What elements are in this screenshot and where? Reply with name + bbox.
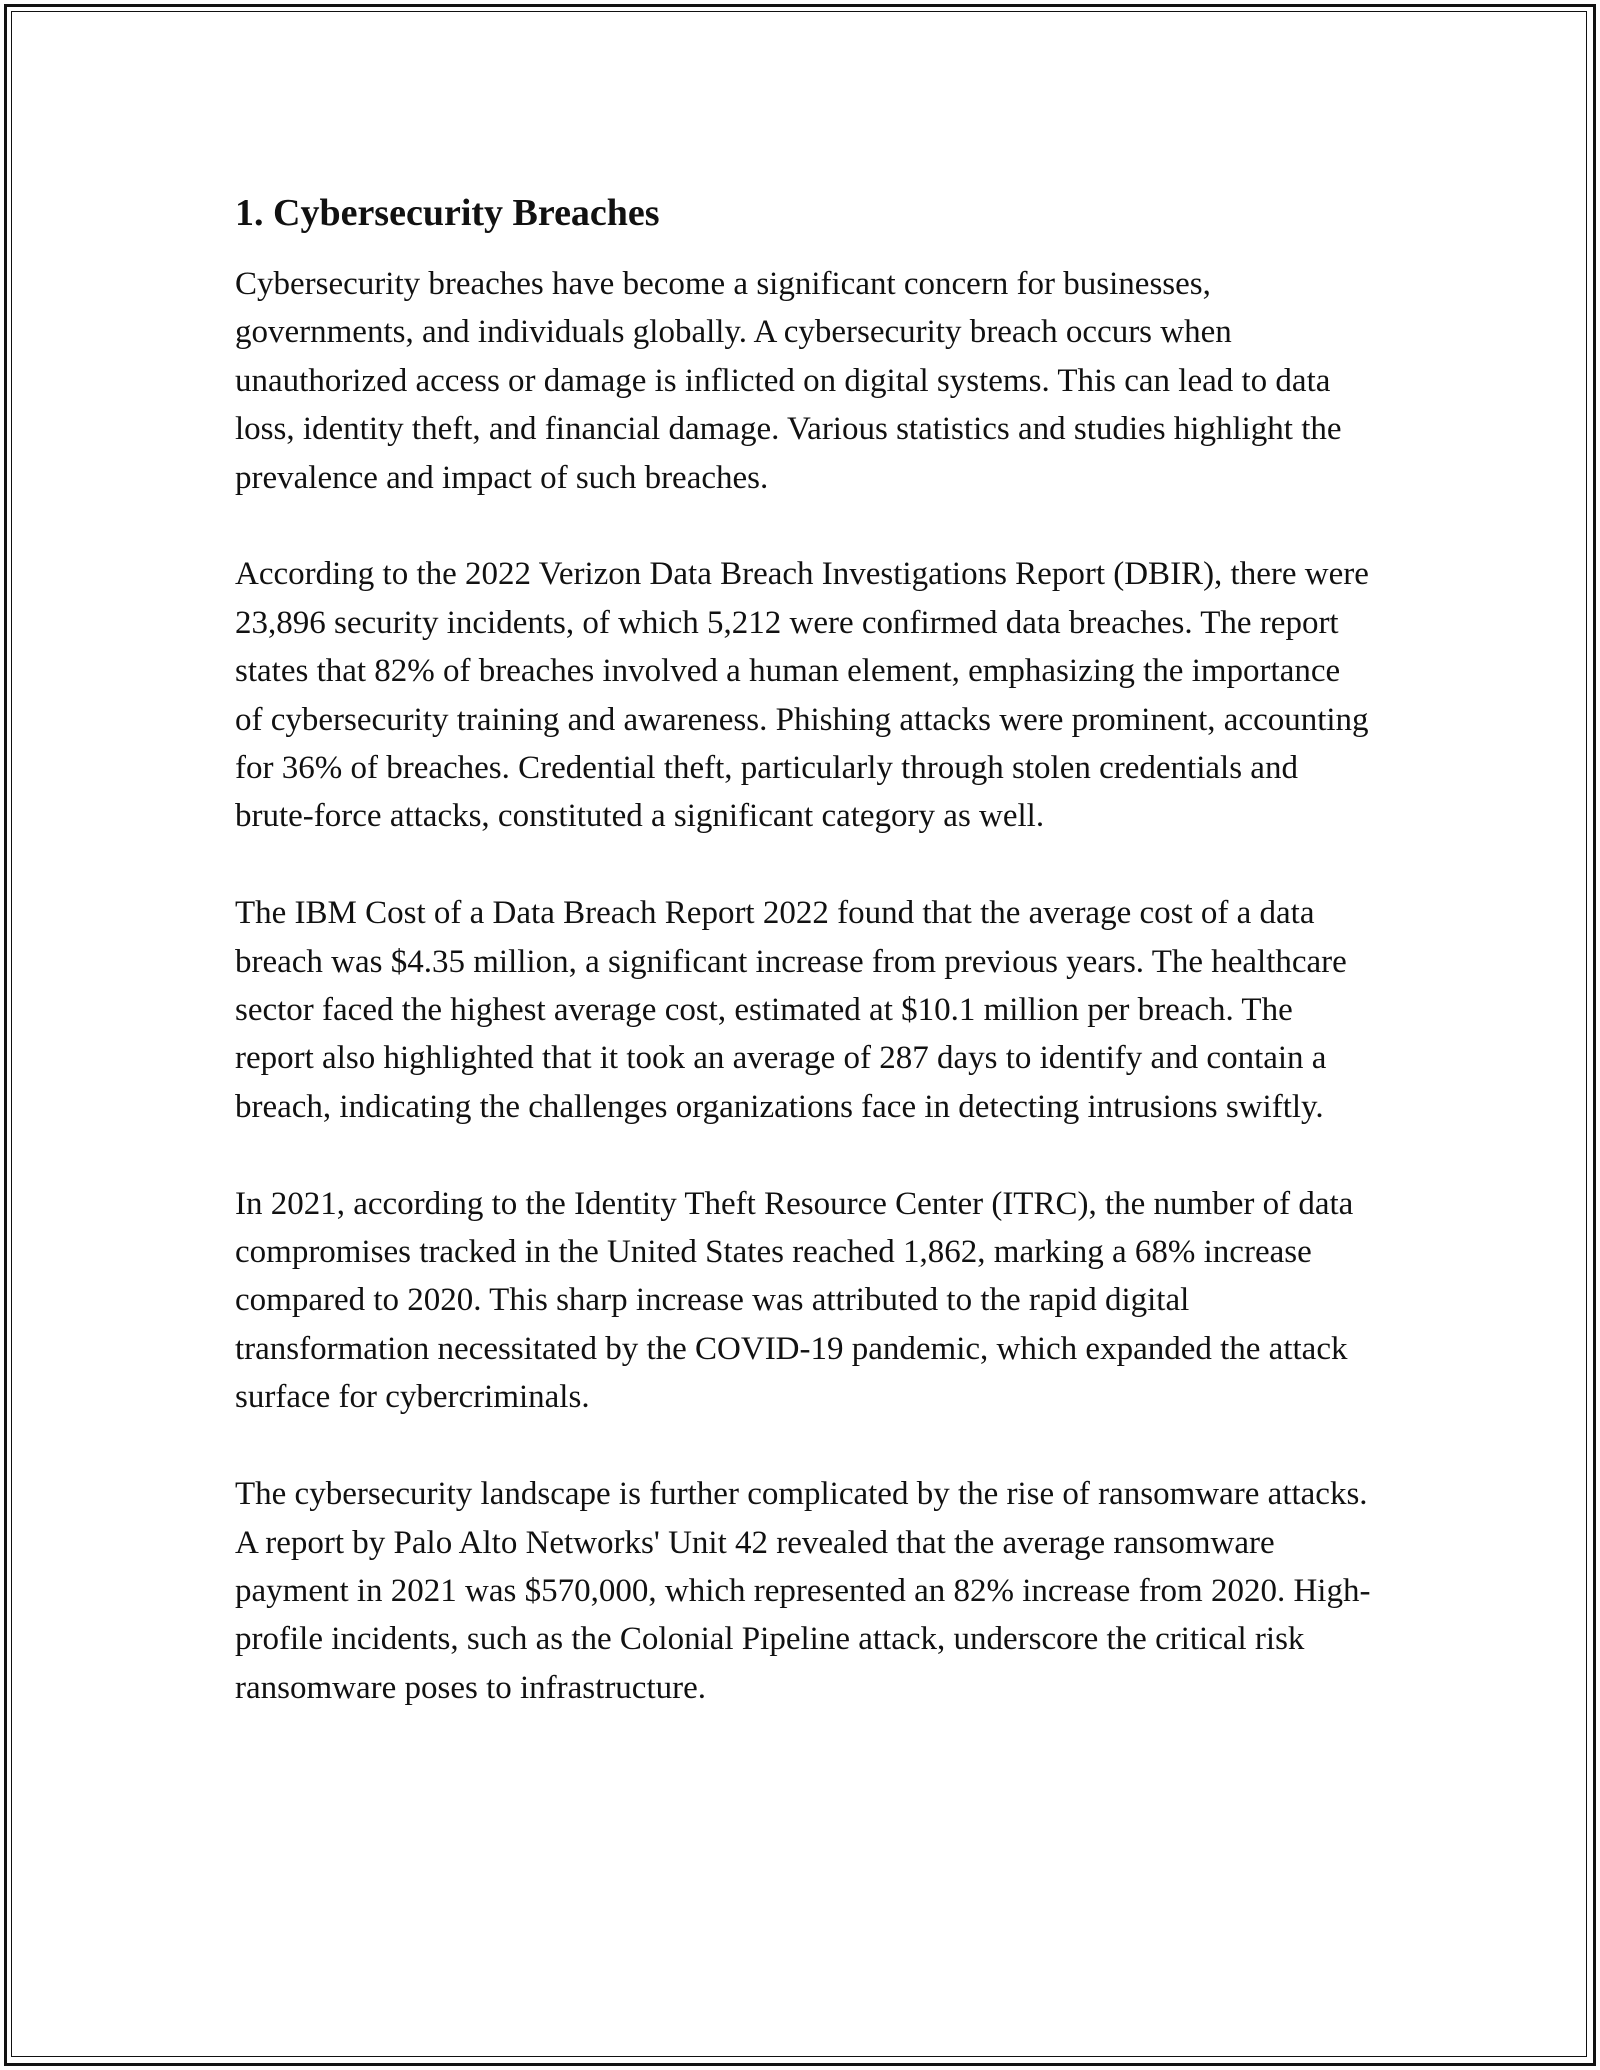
paragraph-ransomware: The cybersecurity landscape is further complicated by the rise of ransomware attacks. A report by Palo Alto Networks' Unit 42 revealed that the average ransomware payment in 2021 was $570,000, which represented an 82% increase from 2020. High-profile incidents, such as the Colonial Pipeline attack, underscore the critical risk ransomware poses to infrastructure. <box>235 1476 1371 1706</box>
paragraph-itrc: In 2021, according to the Identity Theft Resource Center (ITRC), the number of data compromises tracked in the United States reached 1,862, marking a 68% increase compared to 2020. This sharp increase was attributed to the rapid digital transformation necessitated by the COVID-19 pandemic, which expanded the attack surface for cybercriminals. <box>235 1185 1354 1416</box>
document-body <box>235 184 1375 1761</box>
paragraph-verizon-dbir: According to the 2022 Verizon Data Breach Investigations Report (DBIR), there were 23,896 security incidents, of which 5,212 were confirmed data breaches. The report states that 82% of breaches involved a human element, emphasizing the importance of cybersecurity training and awareness. Phishing attacks were prominent, accounting for 36% of breaches. Credential theft, particularly through stolen credentials and brute-force attacks, constituted a significant category as well. <box>235 556 1369 835</box>
section-heading: 1. Cybersecurity Breaches <box>235 192 660 234</box>
paragraph-intro: Cybersecurity breaches have become a significant concern for businesses, governments, and individuals globally. A cybersecurity breach occurs when unauthorized access or damage is inflicted on digital systems. This can lead to data loss, identity theft, and financial damage. Various statistics and studies highlight the prevalence and impact of such breaches. <box>235 266 1342 496</box>
paragraph-ibm-cost: The IBM Cost of a Data Breach Report 2022 found that the average cost of a data breach was $4.35 million, a significant increase from previous years. The healthcare sector faced the highest average cost, estimated at $10.1 million per breach. The report also highlighted that it took an average of 287 days to identify and contain a breach, indicating the challenges organizations face in detecting intrusions swiftly. <box>235 895 1347 1125</box>
